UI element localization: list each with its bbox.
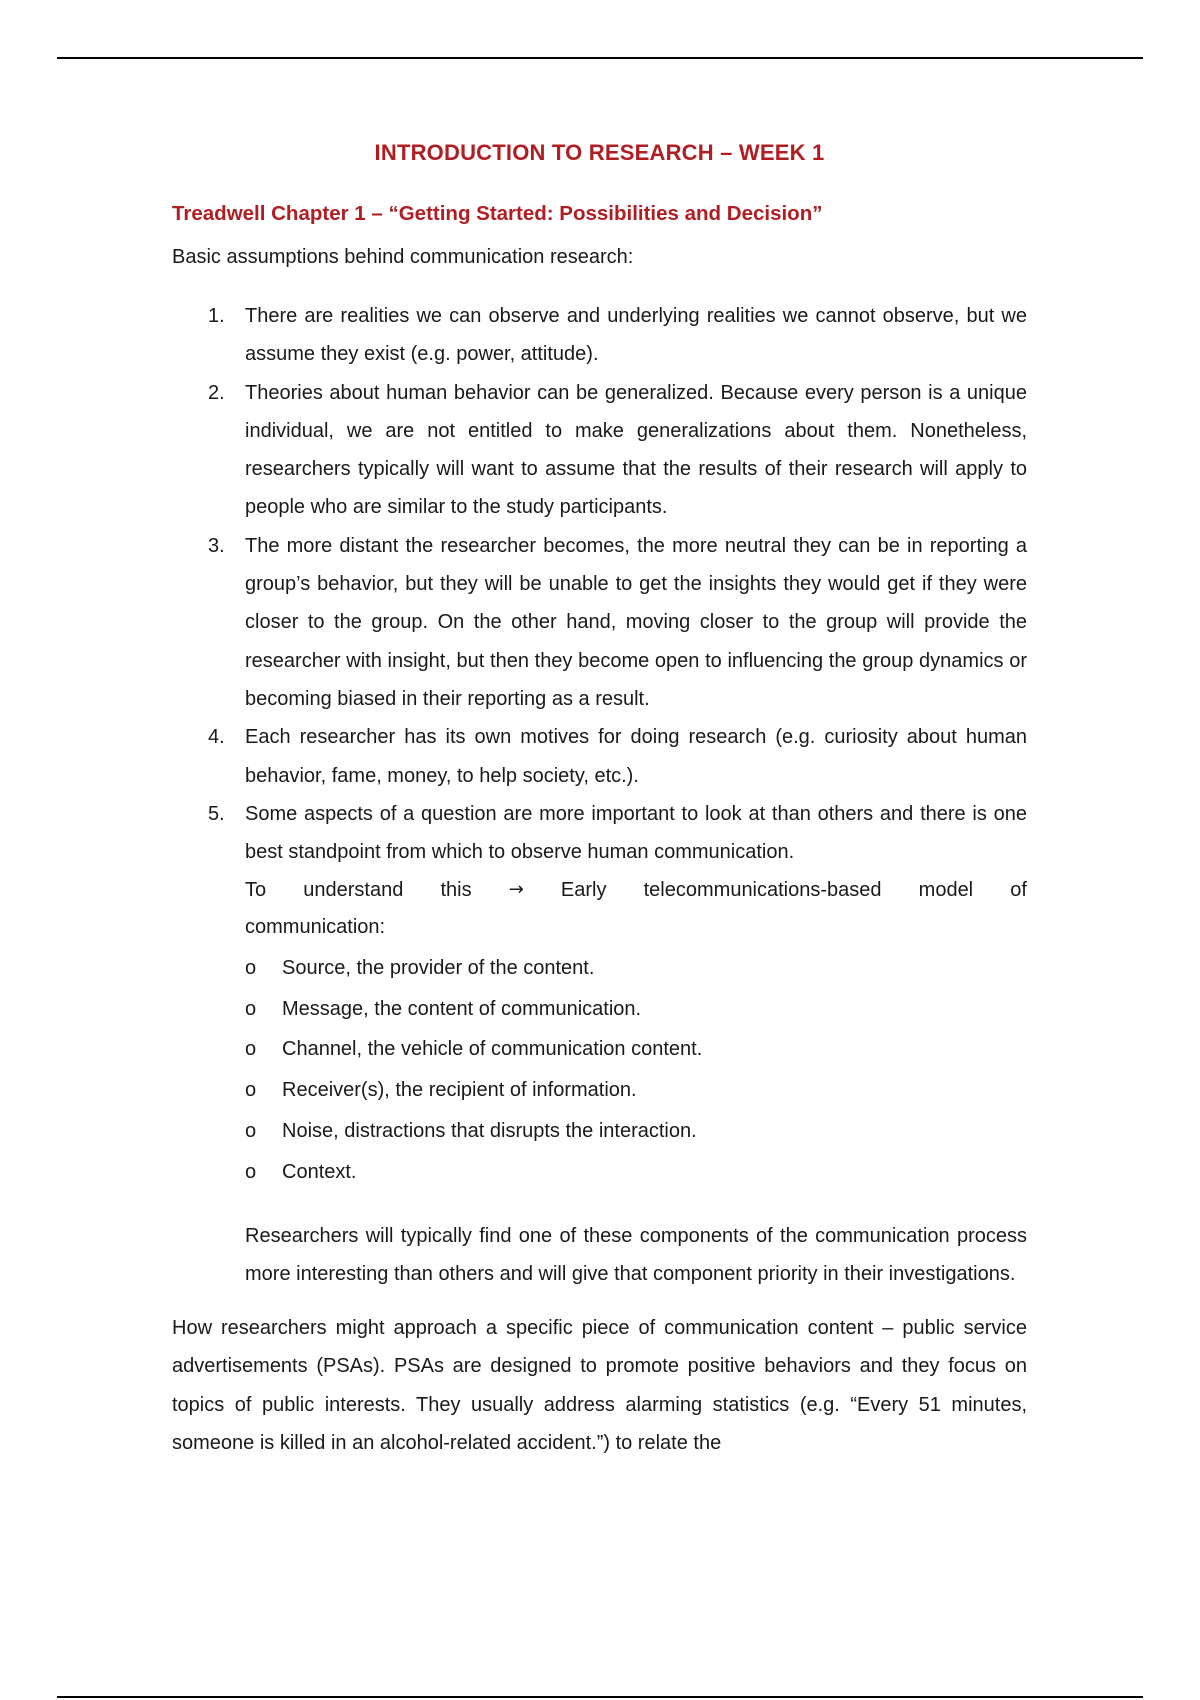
bullet-icon: o [245, 1160, 257, 1183]
model-note-word: telecommunications-based [643, 879, 882, 902]
item-text: There are realities we can observe and underlying realities we cannot observe, but we assume they exist (e.g. power, attitude). [245, 305, 1027, 366]
item-text: Some aspects of a question are more important to look at than others and there is one best standpoint from which to observe human communication. [245, 802, 1027, 864]
bullet-icon: o [245, 1079, 257, 1102]
page-top-rule [57, 57, 1143, 59]
model-note-word: understand [303, 879, 404, 902]
item-text: Theories about human behavior can be generalized. Because every person is a unique individual, we are not entitled to make generalizations about them. Nonetheless, researchers typically will want to assume that the results of their research will apply to people who are similar to the study participants. [245, 381, 1027, 519]
model-note-word: To [245, 879, 267, 902]
assumptions-list [172, 297, 1027, 1293]
item-number: 1. [208, 305, 225, 327]
chapter-heading: Treadwell Chapter 1 – “Getting Started: Possibilities and Decision” [172, 202, 823, 225]
right-arrow-icon: → [508, 879, 524, 901]
bullet-icon: o [245, 956, 257, 979]
closing-paragraph: How researchers might approach a specific piece of communication content – public service advertisements (PSAs). PSAs are designed to promote positive behaviors and they focus on topics of public interests. They usually address alarming statistics (e.g. “Every 51 minutes, someone is killed in an alcohol-related accident.”) to relate the [172, 1317, 1027, 1455]
model-note-word: of [1010, 879, 1027, 902]
component-item [245, 948, 1027, 989]
components-list [245, 948, 1027, 1193]
bullet-icon: o [245, 997, 257, 1020]
component-text: Receiver(s), the recipient of information. [282, 1079, 637, 1102]
assumption-item [208, 297, 1027, 374]
model-note-word: model [918, 879, 974, 902]
model-note-word: this [440, 879, 472, 902]
component-item [245, 1152, 1027, 1193]
item-number: 3. [208, 534, 225, 557]
component-text: Channel, the vehicle of communication content. [282, 1038, 703, 1061]
component-text: Context. [282, 1160, 357, 1183]
component-item [245, 1029, 1027, 1070]
component-text: Message, the content of communication. [282, 997, 642, 1020]
model-note-word: Early [560, 879, 607, 902]
bullet-icon: o [245, 1119, 257, 1142]
item-text: Each researcher has its own motives for doing research (e.g. curiosity about human behavior, fame, money, to help society, etc.). [245, 726, 1027, 787]
intro-text: Basic assumptions behind communication research: [172, 246, 634, 268]
item-number: 4. [208, 726, 225, 749]
item-number: 5. [208, 802, 225, 825]
assumption-item [208, 374, 1027, 527]
component-note: Researchers will typically find one of these components of the communication process more interesting than others and will give that component priority in their investigations. [245, 1224, 1027, 1285]
page-bottom-rule [57, 1696, 1143, 1698]
model-note-line [245, 871, 1027, 909]
item-number: 2. [208, 381, 225, 404]
assumption-item [208, 795, 1027, 1293]
component-text: Source, the provider of the content. [282, 956, 595, 979]
model-note-continuation: communication: [245, 915, 386, 938]
document-page [172, 140, 1027, 1462]
assumption-item [208, 718, 1027, 795]
component-item [245, 989, 1027, 1030]
component-text: Noise, distractions that disrupts the interaction. [282, 1119, 697, 1142]
assumption-item [208, 527, 1027, 718]
component-item [245, 1111, 1027, 1152]
item-text: The more distant the researcher becomes, the more neutral they can be in reporting a group’s behavior, but they will be unable to get the insights they would get if they were closer to the group. On the other hand, moving closer to the group will provide the researcher with insight, but then they become open to influencing the group dynamics or becoming biased in their reporting as a result. [245, 534, 1027, 710]
bullet-icon: o [245, 1038, 257, 1061]
component-item [245, 1070, 1027, 1111]
document-title: INTRODUCTION TO RESEARCH – WEEK 1 [374, 140, 825, 165]
